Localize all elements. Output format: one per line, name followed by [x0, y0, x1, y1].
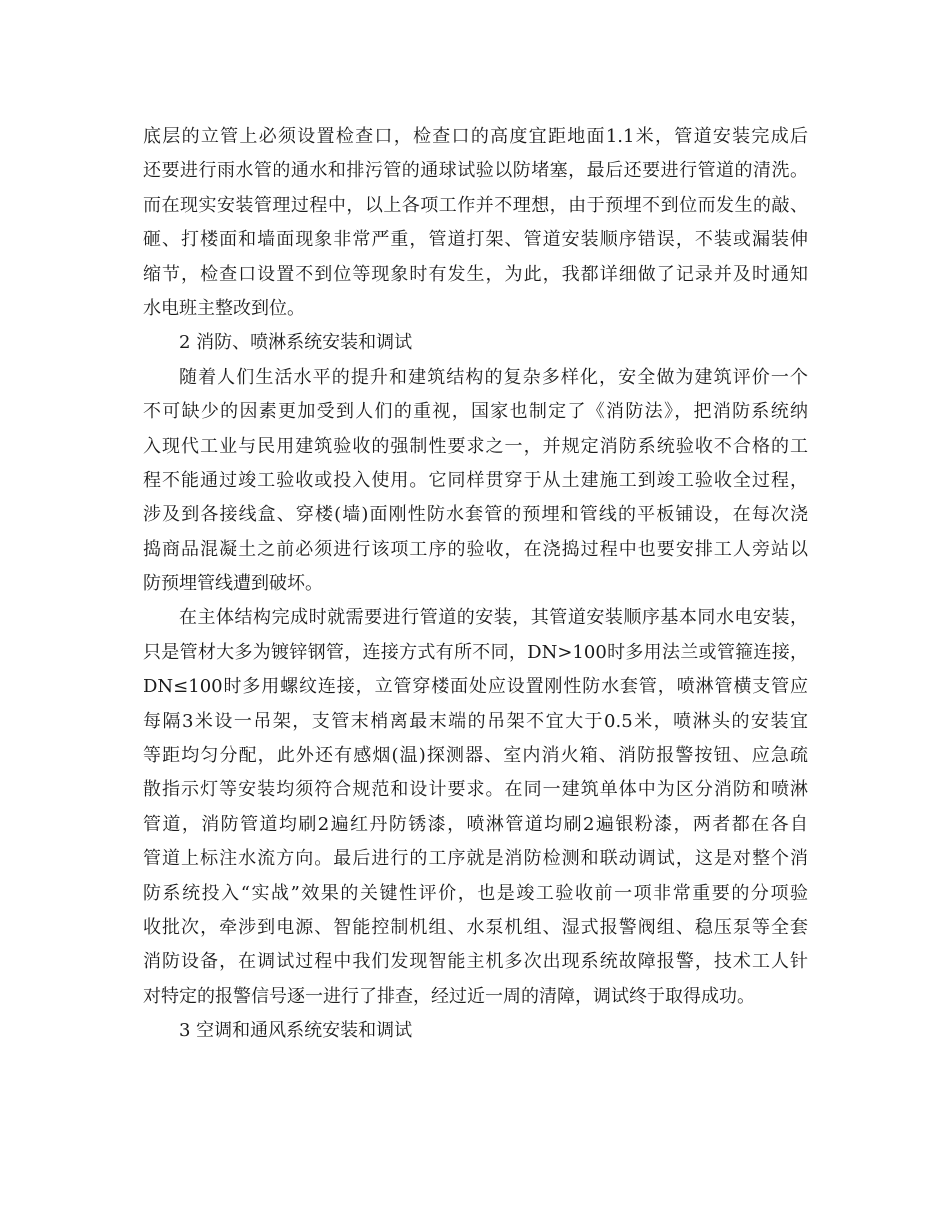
- text-line: 管道上标注水流方向。最后进行的工序就是消防检测和联动调试，这是对整个消: [143, 848, 808, 870]
- text-line: 而在现实安装管理过程中，以上各项工作并不理想，由于预埋不到位而发生的敲、: [143, 194, 808, 216]
- text-line: 在主体结构完成时就需要进行管道的安装，其管道安装顺序基本同水电安装，: [179, 607, 808, 629]
- text-line: 程不能通过竣工验收或投入使用。它同样贯穿于从土建施工到竣工验收全过程，: [143, 469, 808, 491]
- heading-text: 3 空调和通风系统安装和调试: [179, 1020, 413, 1042]
- paragraph-fire-intro: [143, 361, 808, 602]
- text-line: 随着人们生活水平的提升和建筑结构的复杂多样化，安全做为建筑评价一个: [179, 366, 808, 388]
- text-line: 收批次，牵涉到电源、智能控制机组、水泵机组、湿式报警阀组、稳压泵等全套: [143, 916, 808, 938]
- text-line: 入现代工业与民用建筑验收的强制性要求之一，并规定消防系统验收不合格的工: [143, 435, 808, 457]
- text-line: 只是管材大多为镀锌钢管，连接方式有所不同，DN>100时多用法兰或管箍连接，: [143, 641, 808, 663]
- text-line: 底层的立管上必须设置检查口，检查口的高度宜距地面1.1米，管道安装完成后: [143, 126, 808, 147]
- text-line: 散指示灯等安装均须符合规范和设计要求。在同一建筑单体中为区分消防和喷淋: [143, 779, 808, 801]
- text-line: 管道，消防管道均刷2遍红丹防锈漆，喷淋管道均刷2遍银粉漆，两者都在各自: [143, 813, 808, 835]
- text-line: 缩节，检查口设置不到位等现象时有发生，为此，我都详细做了记录并及时通知: [143, 263, 808, 285]
- text-line: 防系统投入“实战”效果的关键性评价，也是竣工验收前一项非常重要的分项验: [143, 882, 808, 904]
- heading-text: 2 消防、喷淋系统安装和调试: [179, 332, 413, 354]
- text-line: DN≤100时多用螺纹连接，立管穿楼面处应设置刚性防水套管，喷淋管横支管应: [143, 676, 808, 698]
- text-line: 等距均匀分配，此外还有感烟(温)探测器、室内消火箱、消防报警按钮、应急疏: [143, 745, 808, 767]
- document-body: [143, 120, 808, 1049]
- text-line: 对特定的报警信号逐一进行了排查，经过近一周的清障，调试终于取得成功。: [143, 985, 755, 1007]
- text-line: 消防设备，在调试过程中我们发现智能主机多次出现系统故障报警，技术工人针: [143, 951, 808, 973]
- text-line: 防预埋管线遭到破坏。: [143, 573, 323, 595]
- text-line: 捣商品混凝土之前必须进行该项工序的验收，在浇捣过程中也要安排工人旁站以: [143, 538, 808, 560]
- section-heading-fire: [143, 326, 808, 360]
- text-line: 每隔3米设一吊架，支管末梢离最末端的吊架不宜大于0.5米，喷淋头的安装宜: [143, 710, 808, 732]
- text-line: 还要进行雨水管的通水和排污管的通球试验以防堵塞，最后还要进行管道的清洗。: [143, 160, 808, 182]
- paragraph-drainage: [143, 120, 808, 326]
- text-line: 水电班主整改到位。: [143, 297, 305, 319]
- text-line: 砸、打楼面和墙面现象非常严重，管道打架、管道安装顺序错误，不装或漏装伸: [143, 229, 808, 251]
- text-line: 不可缺少的因素更加受到人们的重视，国家也制定了《消防法》，把消防系统纳: [143, 401, 808, 423]
- section-heading-hvac: [143, 1014, 808, 1048]
- text-line: 涉及到各接线盒、穿楼(墙)面刚性防水套管的预埋和管线的平板铺设，在每次浇: [143, 504, 808, 526]
- paragraph-fire-install: [143, 601, 808, 1014]
